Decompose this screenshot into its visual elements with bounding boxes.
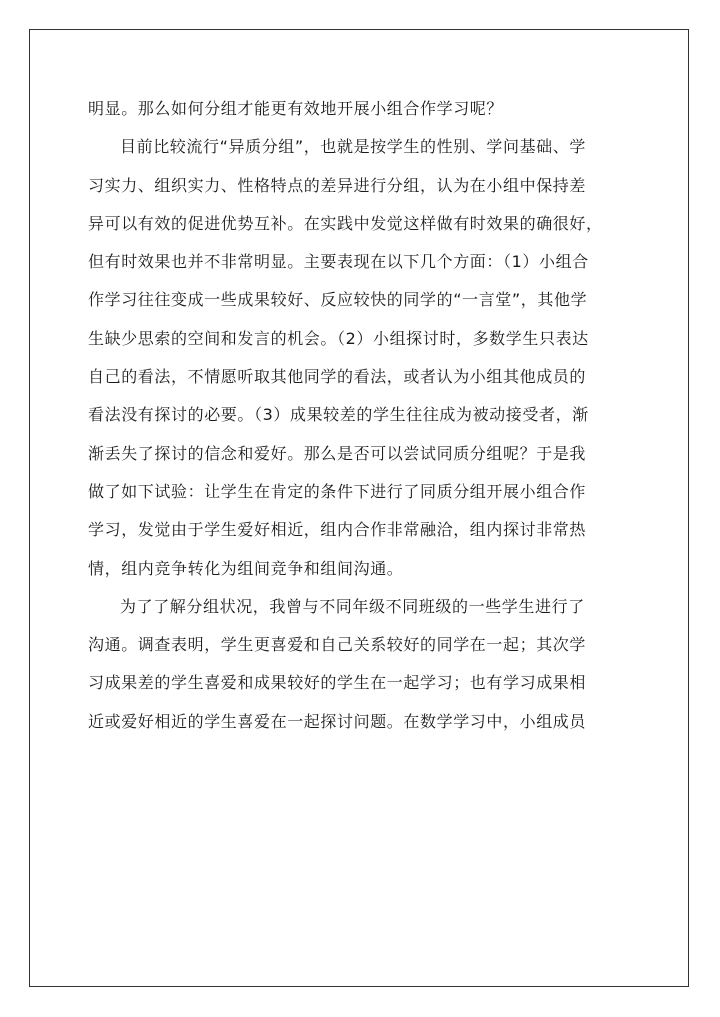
text-line: 明显。那么如何分组才能更有效地开展小组合作学习呢？	[88, 99, 504, 118]
text-line: 渐丢失了探讨的信念和爱好。那么是否可以尝试同质分组呢？于是我	[88, 443, 587, 463]
text-line: 但有时效果也并不非常明显。主要表现在以下几个方面：（1）小组合	[88, 252, 589, 272]
text-line: 目前比较流行“异质分组”，也就是按学生的性别、学问基础、学	[120, 137, 586, 157]
text-line: 近或爱好相近的学生喜爱在一起探讨问题。在数学学习中，小组成员	[88, 711, 587, 731]
text-line: 看法没有探讨的必要。（3）成果较差的学生往往成为被动接受者，渐	[88, 405, 589, 425]
text-line: 作学习往往变成一些成果较好、反应较快的同学的“一言堂”，其他学	[88, 290, 588, 310]
text-line: 异可以有效的促进优势互补。在实践中发觉这样做有时效果的确很好，	[88, 213, 603, 233]
text-line: 沟通。调查表明，学生更喜爱和自己关系较好的同学在一起；其次学	[88, 635, 587, 655]
text-line: 为了了解分组状况，我曾与不同年级不同班级的一些学生进行了	[120, 596, 585, 616]
text-line: 学习，发觉由于学生爱好相近，组内合作非常融洽，组内探讨非常热	[88, 520, 587, 540]
text-line: 习成果差的学生喜爱和成果较好的学生在一起学习；也有学习成果相	[88, 673, 587, 693]
text-line: 情，组内竞争转化为组间竞争和组间沟通。	[88, 558, 404, 578]
document-body	[88, 90, 636, 741]
text-line: 自己的看法，不情愿听取其他同学的看法，或者认为小组其他成员的	[88, 367, 587, 387]
text-line: 习实力、组织实力、性格特点的差异进行分组，认为在小组中保持差	[88, 175, 587, 195]
text-line: 做了如下试验：让学生在肯定的条件下进行了同质分组开展小组合作	[88, 481, 587, 501]
text-line: 生缺少思索的空间和发言的机会。（2）小组探讨时，多数学生只表达	[88, 328, 589, 348]
